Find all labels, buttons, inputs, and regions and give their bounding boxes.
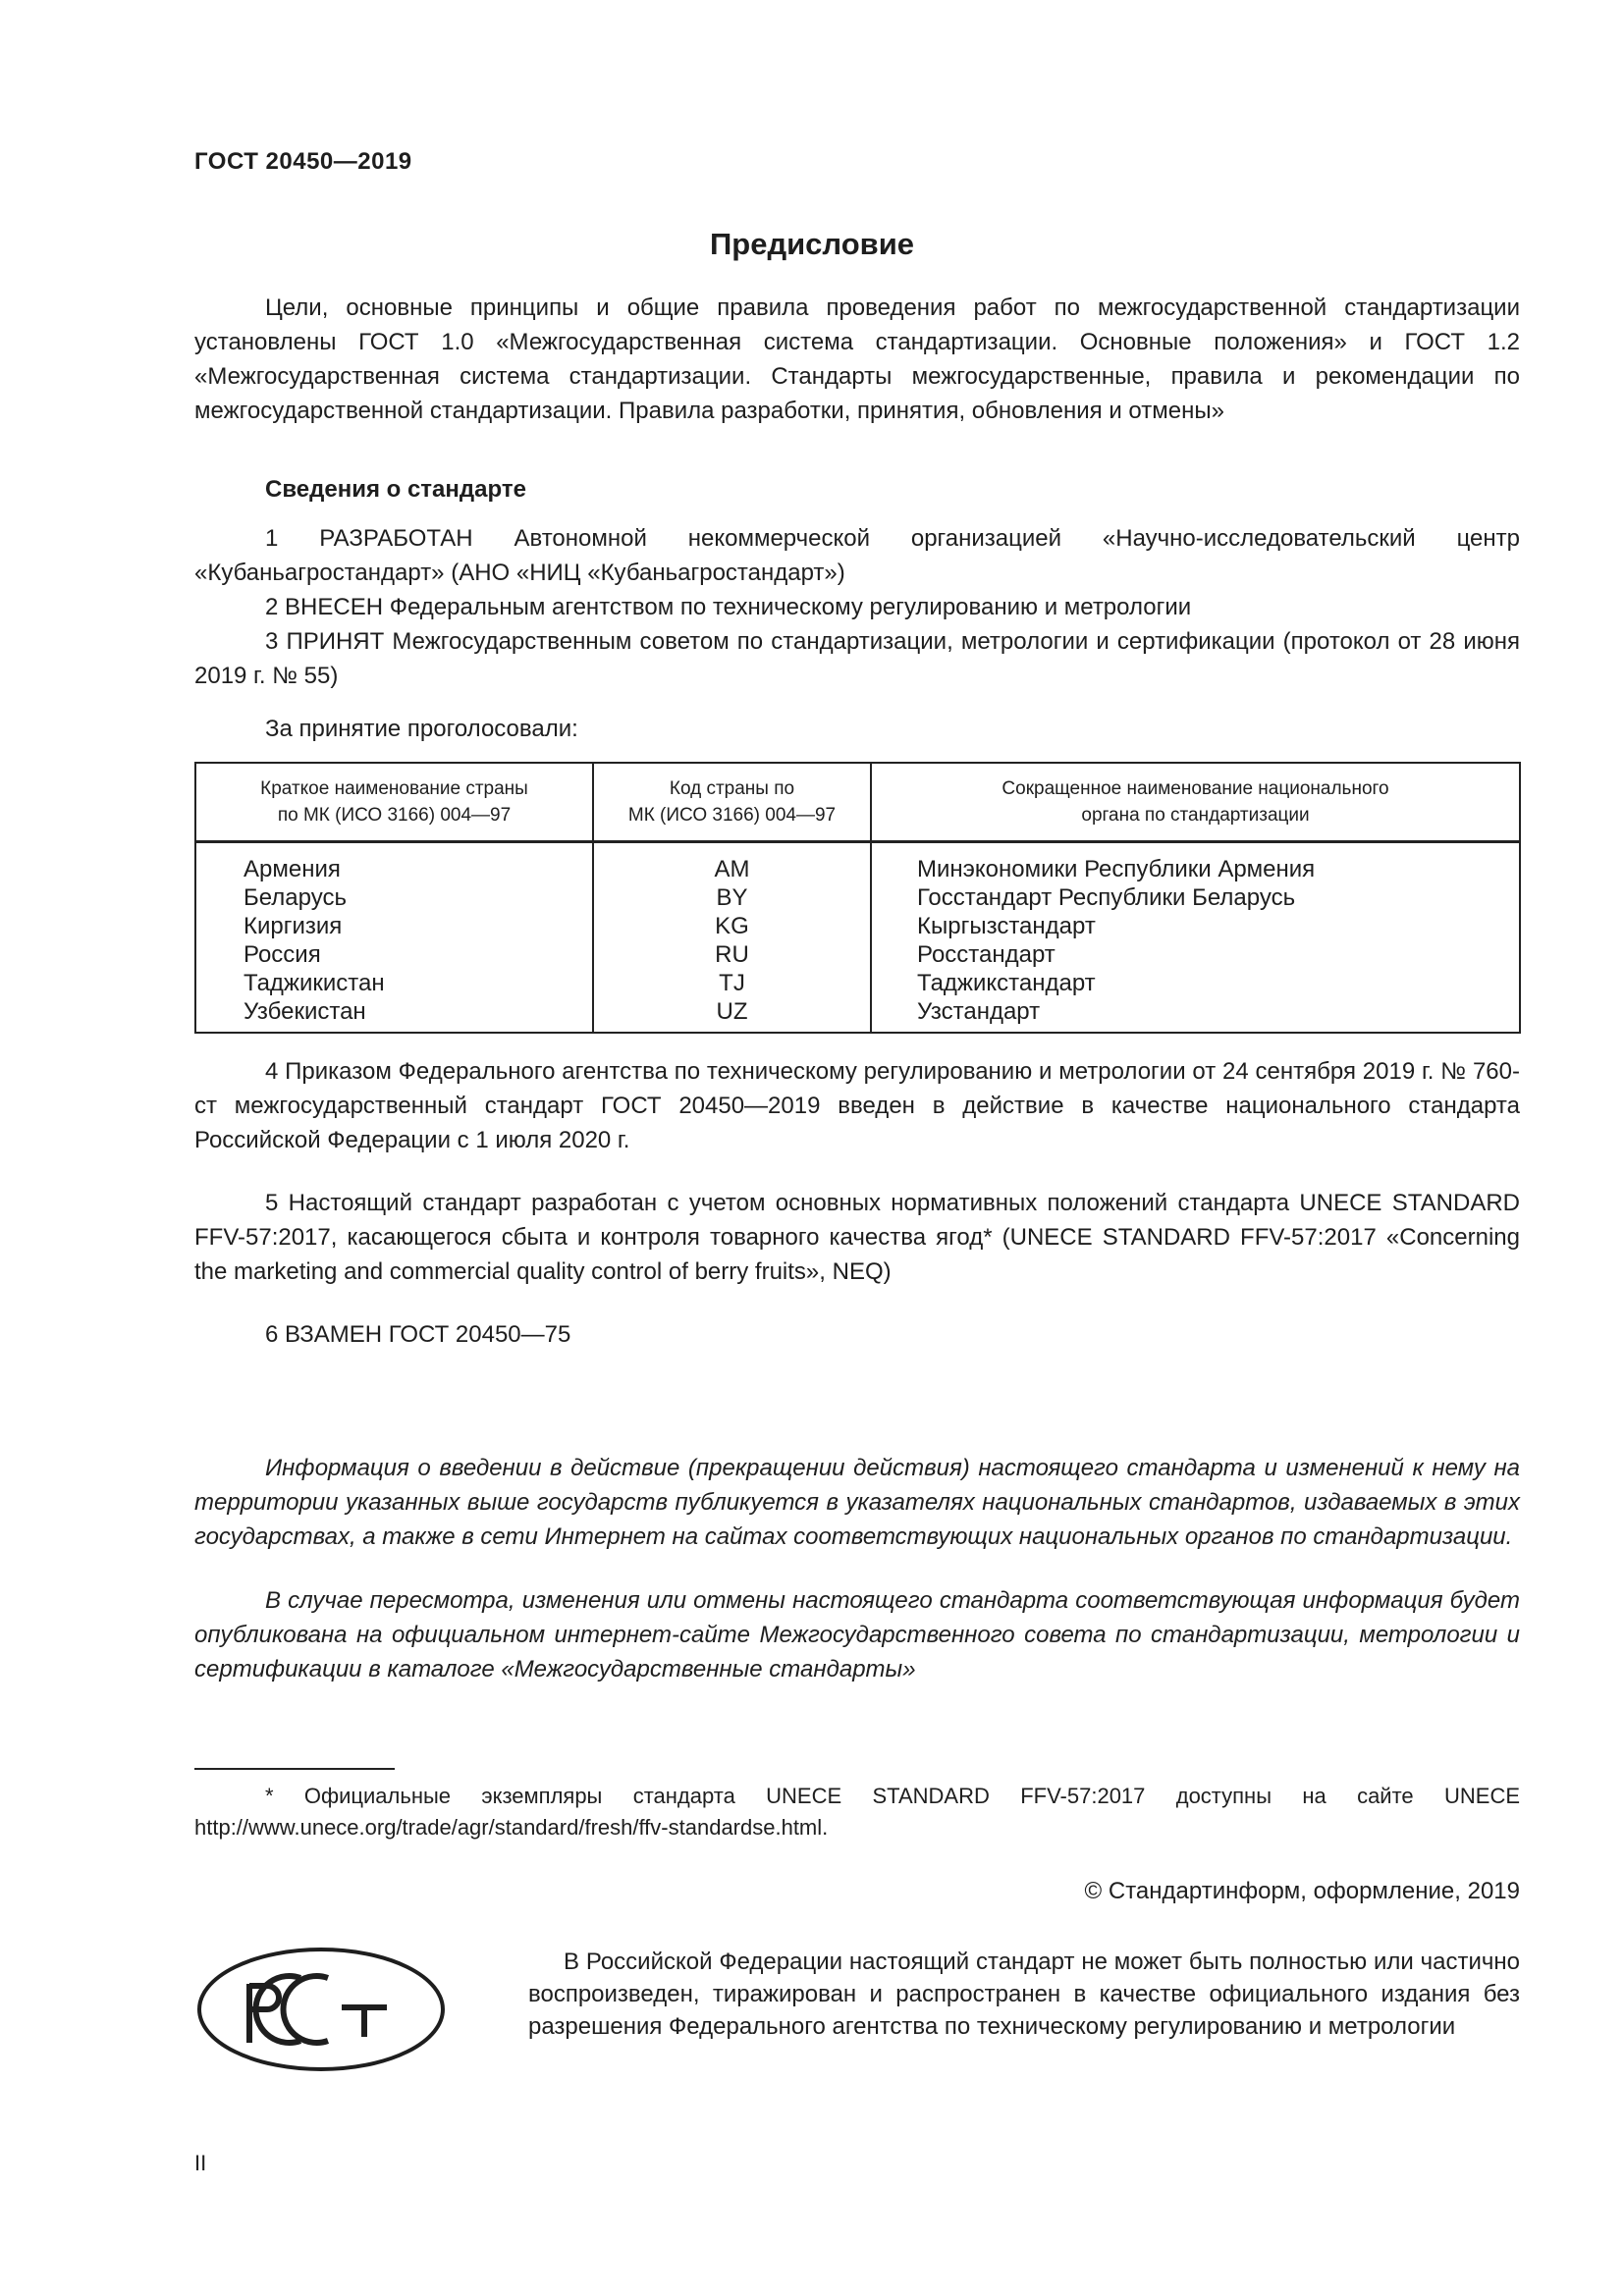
code-cell: TJ (719, 970, 745, 996)
vote-intro-text: За принятие проголосовали: (265, 716, 578, 742)
code-cell: KG (715, 913, 749, 939)
item-4-text: 4 Приказом Федерального агентства по техническому регулированию и метрологии от 24 сентября 2019 г. № 760-ст межгосударственный стандарт ГОСТ 20450—2019 введен в действие в качестве национального стандарта Российской Федерации с 1 июля 2020 г. (194, 1058, 1520, 1153)
header-code (593, 763, 871, 842)
footnote (194, 1781, 1520, 1843)
footnote-text: * Официальные экземпляры стандарта UNECE STANDARD FFV-57:2017 доступны на сайте UNECE http://www.unece.org/trade/agr/standard/fresh/ffv-standardse.html. (194, 1784, 1520, 1840)
table-body-row (195, 842, 1520, 1034)
country-column (195, 842, 593, 1034)
copyright: © Стандартинформ, оформление, 2019 (1084, 1878, 1520, 1904)
code-cell: RU (715, 941, 749, 968)
page-title: Предисловие (709, 227, 914, 261)
item-5 (194, 1186, 1520, 1289)
country-cell: Таджикистан (244, 970, 385, 996)
info-heading-text: Сведения о стандарте (265, 476, 526, 503)
rights-notice (528, 1946, 1520, 2043)
header-country (195, 763, 593, 842)
code-cell: BY (716, 884, 748, 911)
item-4 (194, 1054, 1520, 1157)
header-code-line2: МК (ИСО 3166) 004—97 (627, 805, 837, 826)
item-1 (194, 521, 1520, 590)
item-3-text: 3 ПРИНЯТ Межгосударственным советом по стандартизации, метрологии и сертификации (протокол от 28 июня 2019 г. № 55) (194, 628, 1520, 689)
rst-logo-icon (194, 1945, 448, 2074)
body-cell: Госстандарт Республики Беларусь (917, 884, 1296, 911)
table-header-row (195, 763, 1520, 842)
code-column (593, 842, 871, 1034)
item-3 (194, 624, 1520, 693)
header-country-line1: Краткое наименование страны (260, 778, 528, 799)
info-heading (194, 472, 1520, 507)
notice-2-text: В случае пересмотра, изменения или отмены настоящего стандарта соответствующая информация будет опубликована на официальном интернет-сайте Межгосударственного совета по стандартизации, метрологии и сертификации в каталоге «Межгосударственные стандарты» (194, 1587, 1520, 1682)
country-cell: Беларусь (244, 884, 347, 911)
body-cell: Кыргызстандарт (917, 913, 1096, 939)
document-header: ГОСТ 20450—2019 (194, 148, 412, 175)
notice-2 (194, 1583, 1520, 1686)
item-5-text: 5 Настоящий стандарт разработан с учетом основных нормативных положений стандарта UNECE STANDARD FFV-57:2017, касающегося сбыта и контроля товарного качества ягод* (UNECE STANDARD FFV-57:2017 «Concerning the marketing and commercial quality control of berry fruits», NEQ) (194, 1190, 1520, 1285)
item-6-text: 6 ВЗАМЕН ГОСТ 20450—75 (265, 1321, 571, 1348)
item-1-text: 1 РАЗРАБОТАН Автономной некоммерческой организацией «Научно-исследовательский центр «Кубаньагростандарт» (АНО «НИЦ «Кубаньагростандарт») (194, 525, 1520, 586)
notice-1 (194, 1451, 1520, 1554)
footnote-divider (194, 1768, 395, 1770)
page-number: II (194, 2151, 207, 2175)
body-cell: Минэкономики Республики Армения (917, 856, 1316, 882)
vote-intro (194, 712, 1520, 746)
header-country-line2: по МК (ИСО 3166) 004—97 (277, 805, 512, 826)
rights-notice-text: В Российской Федерации настоящий стандарт не может быть полностью или частично воспроизведен, тиражирован и распространен в качестве официального издания без разрешения Федерального агентства по техническому регулированию и метрологии (528, 1949, 1520, 2040)
intro-paragraph (194, 291, 1520, 428)
country-cell: Россия (244, 941, 321, 968)
rst-logo (194, 1945, 448, 2079)
header-body-line2: органа по стандартизации (1081, 805, 1310, 826)
body-column (871, 842, 1520, 1034)
code-cell: AM (714, 856, 750, 882)
body-cell: Таджикстандарт (917, 970, 1096, 996)
country-cell: Узбекистан (244, 998, 366, 1025)
body-cell: Росстандарт (917, 941, 1056, 968)
item-2-text: 2 ВНЕСЕН Федеральным агентством по техническому регулированию и метрологии (265, 594, 1192, 620)
code-cell: UZ (716, 998, 748, 1025)
intro-text: Цели, основные принципы и общие правила проведения работ по межгосударственной стандартизации установлены ГОСТ 1.0 «Межгосударственная система стандартизации. Основные положения» и ГОСТ 1.2 «Межгосударственная система стандартизации. Стандарты межгосударственные, правила и рекомендации по межгосударственной стандартизации. Правила разработки, принятия, обновления и отмены» (194, 294, 1520, 424)
body-cell: Узстандарт (917, 998, 1041, 1025)
header-body (871, 763, 1520, 842)
item-2 (194, 590, 1520, 624)
item-6 (194, 1317, 1520, 1352)
country-cell: Киргизия (244, 913, 343, 939)
header-code-line1: Код страны по (669, 778, 795, 799)
header-body-line1: Сокращенное наименование национального (1001, 778, 1389, 799)
voting-table (194, 762, 1521, 1034)
notice-1-text: Информация о введении в действие (прекращении действия) настоящего стандарта и изменений к нему на территории указанных выше государств публикуется в указателях национальных стандартов, издаваемых в этих государствах, а также в сети Интернет на сайтах соответствующих национальных органов по стандартизации. (194, 1455, 1520, 1550)
country-cell: Армения (244, 856, 341, 882)
